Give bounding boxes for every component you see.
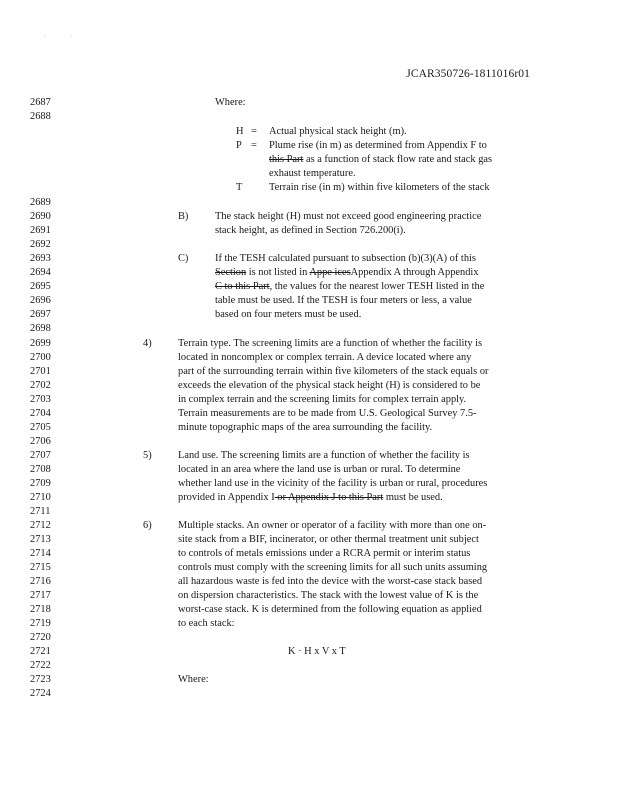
item-text: all hazardous waste is fed into the device with the worst-case stack based bbox=[178, 576, 483, 587]
def-symbol: H bbox=[236, 126, 244, 137]
doc-line bbox=[0, 210, 618, 224]
line-number: 2713 bbox=[30, 534, 51, 545]
doc-line bbox=[0, 351, 618, 365]
doc-line bbox=[0, 617, 618, 631]
item-label: B) bbox=[178, 211, 189, 222]
item-text: on dispersion characteristics. The stack with the lowest value of K is the bbox=[178, 590, 479, 601]
doc-line bbox=[0, 96, 618, 110]
item-text: based on four meters must be used. bbox=[215, 309, 362, 320]
line-number: 2701 bbox=[30, 366, 51, 377]
line-number: 2714 bbox=[30, 548, 51, 559]
item-text: to each stack: bbox=[178, 618, 235, 629]
equation: K · H x V x T bbox=[288, 646, 346, 657]
doc-line bbox=[0, 645, 618, 659]
line-number: 2695 bbox=[30, 281, 51, 292]
def-equals: = bbox=[251, 126, 257, 137]
def-symbol: P bbox=[236, 140, 242, 151]
line-number: 2711 bbox=[30, 506, 51, 517]
scan-specks: · · bbox=[44, 34, 72, 40]
item-text: table must be used. If the TESH is four meters or less, a value bbox=[215, 295, 472, 306]
definition-h bbox=[0, 125, 618, 139]
definition-p-cont bbox=[0, 153, 618, 167]
line-number: 2706 bbox=[30, 436, 51, 447]
line-number: 2691 bbox=[30, 225, 51, 236]
item-text: site stack from a BIF, incinerator, or other thermal treatment unit subject bbox=[178, 534, 479, 545]
doc-line bbox=[0, 519, 618, 533]
item-label: 5) bbox=[143, 450, 152, 461]
item-text: provided in Appendix I or Appendix J to this Part must be used. bbox=[178, 492, 443, 503]
doc-line bbox=[0, 252, 618, 266]
line-number: 2712 bbox=[30, 520, 51, 531]
line-number: 2698 bbox=[30, 323, 51, 334]
doc-line bbox=[0, 196, 618, 210]
line-number: 2716 bbox=[30, 576, 51, 587]
doc-line bbox=[0, 589, 618, 603]
doc-line bbox=[0, 308, 618, 322]
doc-line bbox=[0, 238, 618, 252]
item-text: Section is not listed in Appe icesAppendix A through Appendix bbox=[215, 267, 479, 278]
definition-p bbox=[0, 139, 618, 153]
item-text: Terrain type. The screening limits are a function of whether the facility is bbox=[178, 338, 483, 349]
doc-line bbox=[0, 266, 618, 280]
item-label: C) bbox=[178, 253, 189, 264]
struck-text: Appe ices bbox=[309, 267, 351, 278]
line-number: 2703 bbox=[30, 394, 51, 405]
struck-text: this Part bbox=[269, 154, 304, 165]
item-text: part of the surrounding terrain within five kilometers of the stack equals or bbox=[178, 366, 489, 377]
doc-line bbox=[0, 631, 618, 645]
def-symbol: T bbox=[236, 182, 243, 193]
doc-line bbox=[0, 379, 618, 393]
line-number: 2700 bbox=[30, 352, 51, 363]
doc-line bbox=[0, 435, 618, 449]
item-text: to controls of metals emissions under a RCRA permit or interim status bbox=[178, 548, 471, 559]
item-text: Land use. The screening limits are a function of whether the facility is bbox=[178, 450, 470, 461]
line-number: 2720 bbox=[30, 632, 51, 643]
line-number: 2687 bbox=[30, 97, 51, 108]
def-desc: Terrain rise (in m) within five kilometers of the stack bbox=[269, 182, 490, 193]
line-number: 2705 bbox=[30, 422, 51, 433]
item-text: whether land use in the vicinity of the facility is urban or rural, procedures bbox=[178, 478, 488, 489]
def-desc: Plume rise (in m) as determined from Appendix F to bbox=[269, 140, 487, 151]
line-number: 2690 bbox=[30, 211, 51, 222]
line-number: 2710 bbox=[30, 492, 51, 503]
document-id: JCAR350726-1811016r01 bbox=[406, 68, 530, 80]
def-equals: = bbox=[251, 140, 257, 151]
item-text: Multiple stacks. An owner or operator of a facility with more than one on- bbox=[178, 520, 487, 531]
item-text: minute topographic maps of the area surrounding the facility. bbox=[178, 422, 433, 433]
line-number: 2724 bbox=[30, 688, 51, 699]
doc-line bbox=[0, 110, 618, 124]
doc-line bbox=[0, 603, 618, 617]
doc-line bbox=[0, 337, 618, 351]
line-number: 2696 bbox=[30, 295, 51, 306]
doc-line bbox=[0, 673, 618, 687]
line-number: 2708 bbox=[30, 464, 51, 475]
line-number: 2704 bbox=[30, 408, 51, 419]
def-desc: Actual physical stack height (m). bbox=[269, 126, 407, 137]
line-number: 2718 bbox=[30, 604, 51, 615]
doc-line bbox=[0, 533, 618, 547]
definition-p-cont bbox=[0, 167, 618, 181]
item-text: stack height, as defined in Section 726.200(i). bbox=[215, 225, 406, 236]
doc-line bbox=[0, 224, 618, 238]
item-text: located in noncomplex or complex terrain. A device located where any bbox=[178, 352, 472, 363]
doc-line bbox=[0, 449, 618, 463]
struck-text: or Appendix J to this Part bbox=[274, 492, 384, 503]
definition-t bbox=[0, 181, 618, 195]
item-text: controls must comply with the screening limits for all such units assuming bbox=[178, 562, 488, 573]
doc-line bbox=[0, 561, 618, 575]
doc-line bbox=[0, 491, 618, 505]
line-number: 2702 bbox=[30, 380, 51, 391]
doc-line bbox=[0, 421, 618, 435]
line-number: 2715 bbox=[30, 562, 51, 573]
line-number: 2692 bbox=[30, 239, 51, 250]
line-number: 2721 bbox=[30, 646, 51, 657]
line-number: 2699 bbox=[30, 338, 51, 349]
item-text: in complex terrain and the screening limits for complex terrain apply. bbox=[178, 394, 467, 405]
line-number: 2697 bbox=[30, 309, 51, 320]
doc-line bbox=[0, 477, 618, 491]
item-text: If the TESH calculated pursuant to subsection (b)(3)(A) of this bbox=[215, 253, 476, 264]
doc-line bbox=[0, 575, 618, 589]
line-number: 2688 bbox=[30, 111, 51, 122]
item-text: exceeds the elevation of the physical stack height (H) is considered to be bbox=[178, 380, 481, 391]
line-number: 2693 bbox=[30, 253, 51, 264]
line-number: 2689 bbox=[30, 197, 51, 208]
struck-text: Section bbox=[215, 267, 247, 278]
line-number: 2723 bbox=[30, 674, 51, 685]
doc-line bbox=[0, 547, 618, 561]
where-label: Where: bbox=[215, 97, 246, 108]
doc-line bbox=[0, 463, 618, 477]
item-text: worst-case stack. K is determined from the following equation as applied bbox=[178, 604, 482, 615]
def-desc: exhaust temperature. bbox=[269, 168, 356, 179]
doc-line bbox=[0, 393, 618, 407]
where-label: Where: bbox=[178, 674, 209, 685]
item-label: 4) bbox=[143, 338, 152, 349]
doc-line bbox=[0, 687, 618, 701]
line-number: 2717 bbox=[30, 590, 51, 601]
item-text: Terrain measurements are to be made from U.S. Geological Survey 7.5- bbox=[178, 408, 477, 419]
doc-line bbox=[0, 407, 618, 421]
doc-line bbox=[0, 280, 618, 294]
item-text: C to this Part, the values for the nearest lower TESH listed in the bbox=[215, 281, 485, 292]
item-text: located in an area where the land use is urban or rural. To determine bbox=[178, 464, 461, 475]
item-label: 6) bbox=[143, 520, 152, 531]
item-text: The stack height (H) must not exceed good engineering practice bbox=[215, 211, 482, 222]
line-number: 2709 bbox=[30, 478, 51, 489]
line-number: 2722 bbox=[30, 660, 51, 671]
doc-line bbox=[0, 505, 618, 519]
def-desc: this Part as a function of stack flow rate and stack gas bbox=[269, 154, 493, 165]
line-number: 2694 bbox=[30, 267, 51, 278]
doc-line bbox=[0, 322, 618, 336]
doc-line bbox=[0, 294, 618, 308]
struck-text: C to this Part bbox=[215, 281, 270, 292]
doc-line bbox=[0, 365, 618, 379]
doc-line bbox=[0, 659, 618, 673]
line-number: 2719 bbox=[30, 618, 51, 629]
line-number: 2707 bbox=[30, 450, 51, 461]
